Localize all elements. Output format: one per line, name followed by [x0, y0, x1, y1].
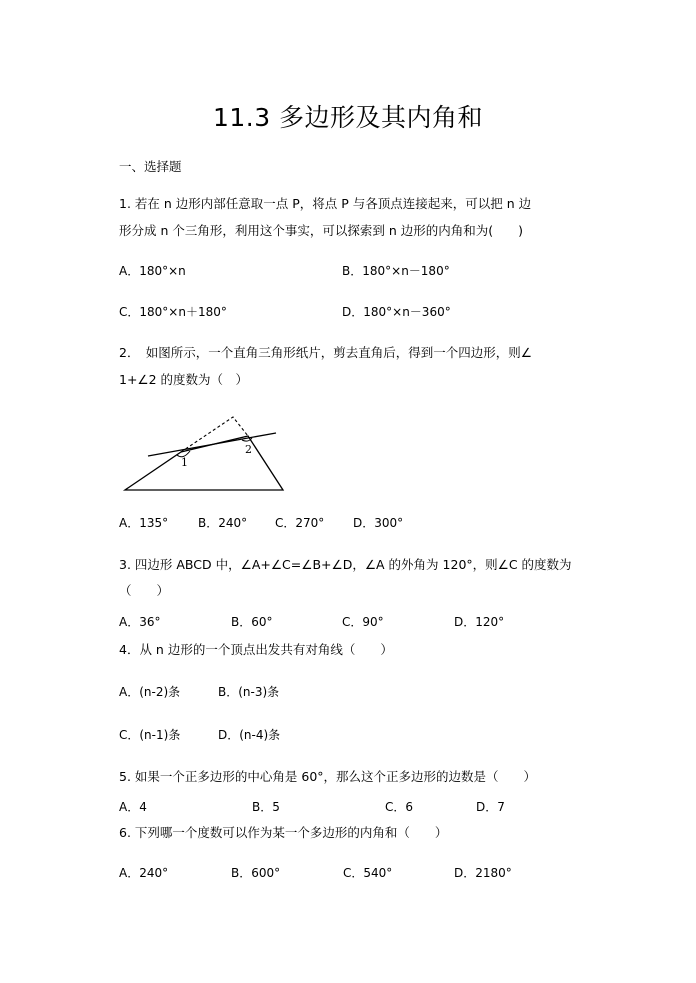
- question-3-option-b: B．60°: [231, 615, 273, 629]
- page-title: 11.3 多边形及其内角和: [212, 103, 484, 132]
- question-3-option-d: D．120°: [454, 615, 505, 629]
- question-5-line-1: 5. 如果一个正多边形的中心角是 60°，那么这个正多边形的边数是（ ）: [119, 769, 537, 784]
- question-6-line-1: 6. 下列哪一个度数可以作为某一个多边形的内角和（ ）: [119, 825, 448, 840]
- question-6-option-d: D．2180°: [454, 866, 512, 880]
- question-2-line-1: 2． 如图所示，一个直角三角形纸片，剪去直角后，得到一个四边形，则∠: [119, 345, 532, 360]
- question-4-option-b: B．(n-3)条: [218, 685, 280, 699]
- question-4-option-d: D．(n-4)条: [218, 728, 281, 742]
- angle-1-label: 1: [181, 456, 188, 469]
- question-4-line-1: 4．从 n 边形的一个顶点出发共有对角线（ ）: [119, 642, 393, 657]
- question-1-option-c: C．180°×n＋180°: [119, 305, 227, 319]
- question-2-option-b: B．240°: [198, 516, 248, 530]
- question-1-line-1: 1. 若在 n 边形内部任意取一点 P，将点 P 与各顶点连接起来，可以把 n 边: [119, 196, 532, 211]
- triangle-figure: [118, 410, 288, 495]
- question-6-option-a: A．240°: [119, 866, 169, 880]
- question-4-option-a: A．(n-2)条: [119, 685, 181, 699]
- question-6-option-c: C．540°: [343, 866, 393, 880]
- question-3-line-2: （ ）: [119, 583, 170, 598]
- question-1-option-a: A．180°×n: [119, 264, 186, 278]
- question-6-option-b: B．600°: [231, 866, 281, 880]
- question-5-option-c: C．6: [385, 800, 414, 814]
- removed-corner-dashed: [181, 417, 248, 452]
- question-5-option-d: D．7: [476, 800, 505, 814]
- angle-2-label: 2: [245, 443, 252, 456]
- section-heading: 一、选择题: [119, 159, 182, 174]
- cut-line: [148, 433, 276, 456]
- question-4-option-c: C．(n-1)条: [119, 728, 181, 742]
- quadrilateral-shape: [125, 436, 283, 490]
- question-1-option-b: B．180°×n－180°: [342, 264, 450, 278]
- question-3-line-1: 3. 四边形 ABCD 中，∠A+∠C=∠B+∠D，∠A 的外角为 120°，则∠C 的度数为: [119, 557, 572, 572]
- question-3-option-a: A．36°: [119, 615, 161, 629]
- question-2-line-2: 1+∠2 的度数为（ ）: [119, 372, 249, 387]
- question-2-option-a: A．135°: [119, 516, 169, 530]
- question-3-option-c: C．90°: [342, 615, 384, 629]
- question-5-option-b: B．5: [252, 800, 280, 814]
- question-1-option-d: D．180°×n－360°: [342, 305, 451, 319]
- question-2-option-d: D．300°: [353, 516, 404, 530]
- question-5-option-a: A．4: [119, 800, 147, 814]
- question-1-line-2: 形分成 n 个三角形，利用这个事实，可以探索到 n 边形的内角和为( ): [119, 223, 523, 238]
- question-2-option-c: C．270°: [275, 516, 325, 530]
